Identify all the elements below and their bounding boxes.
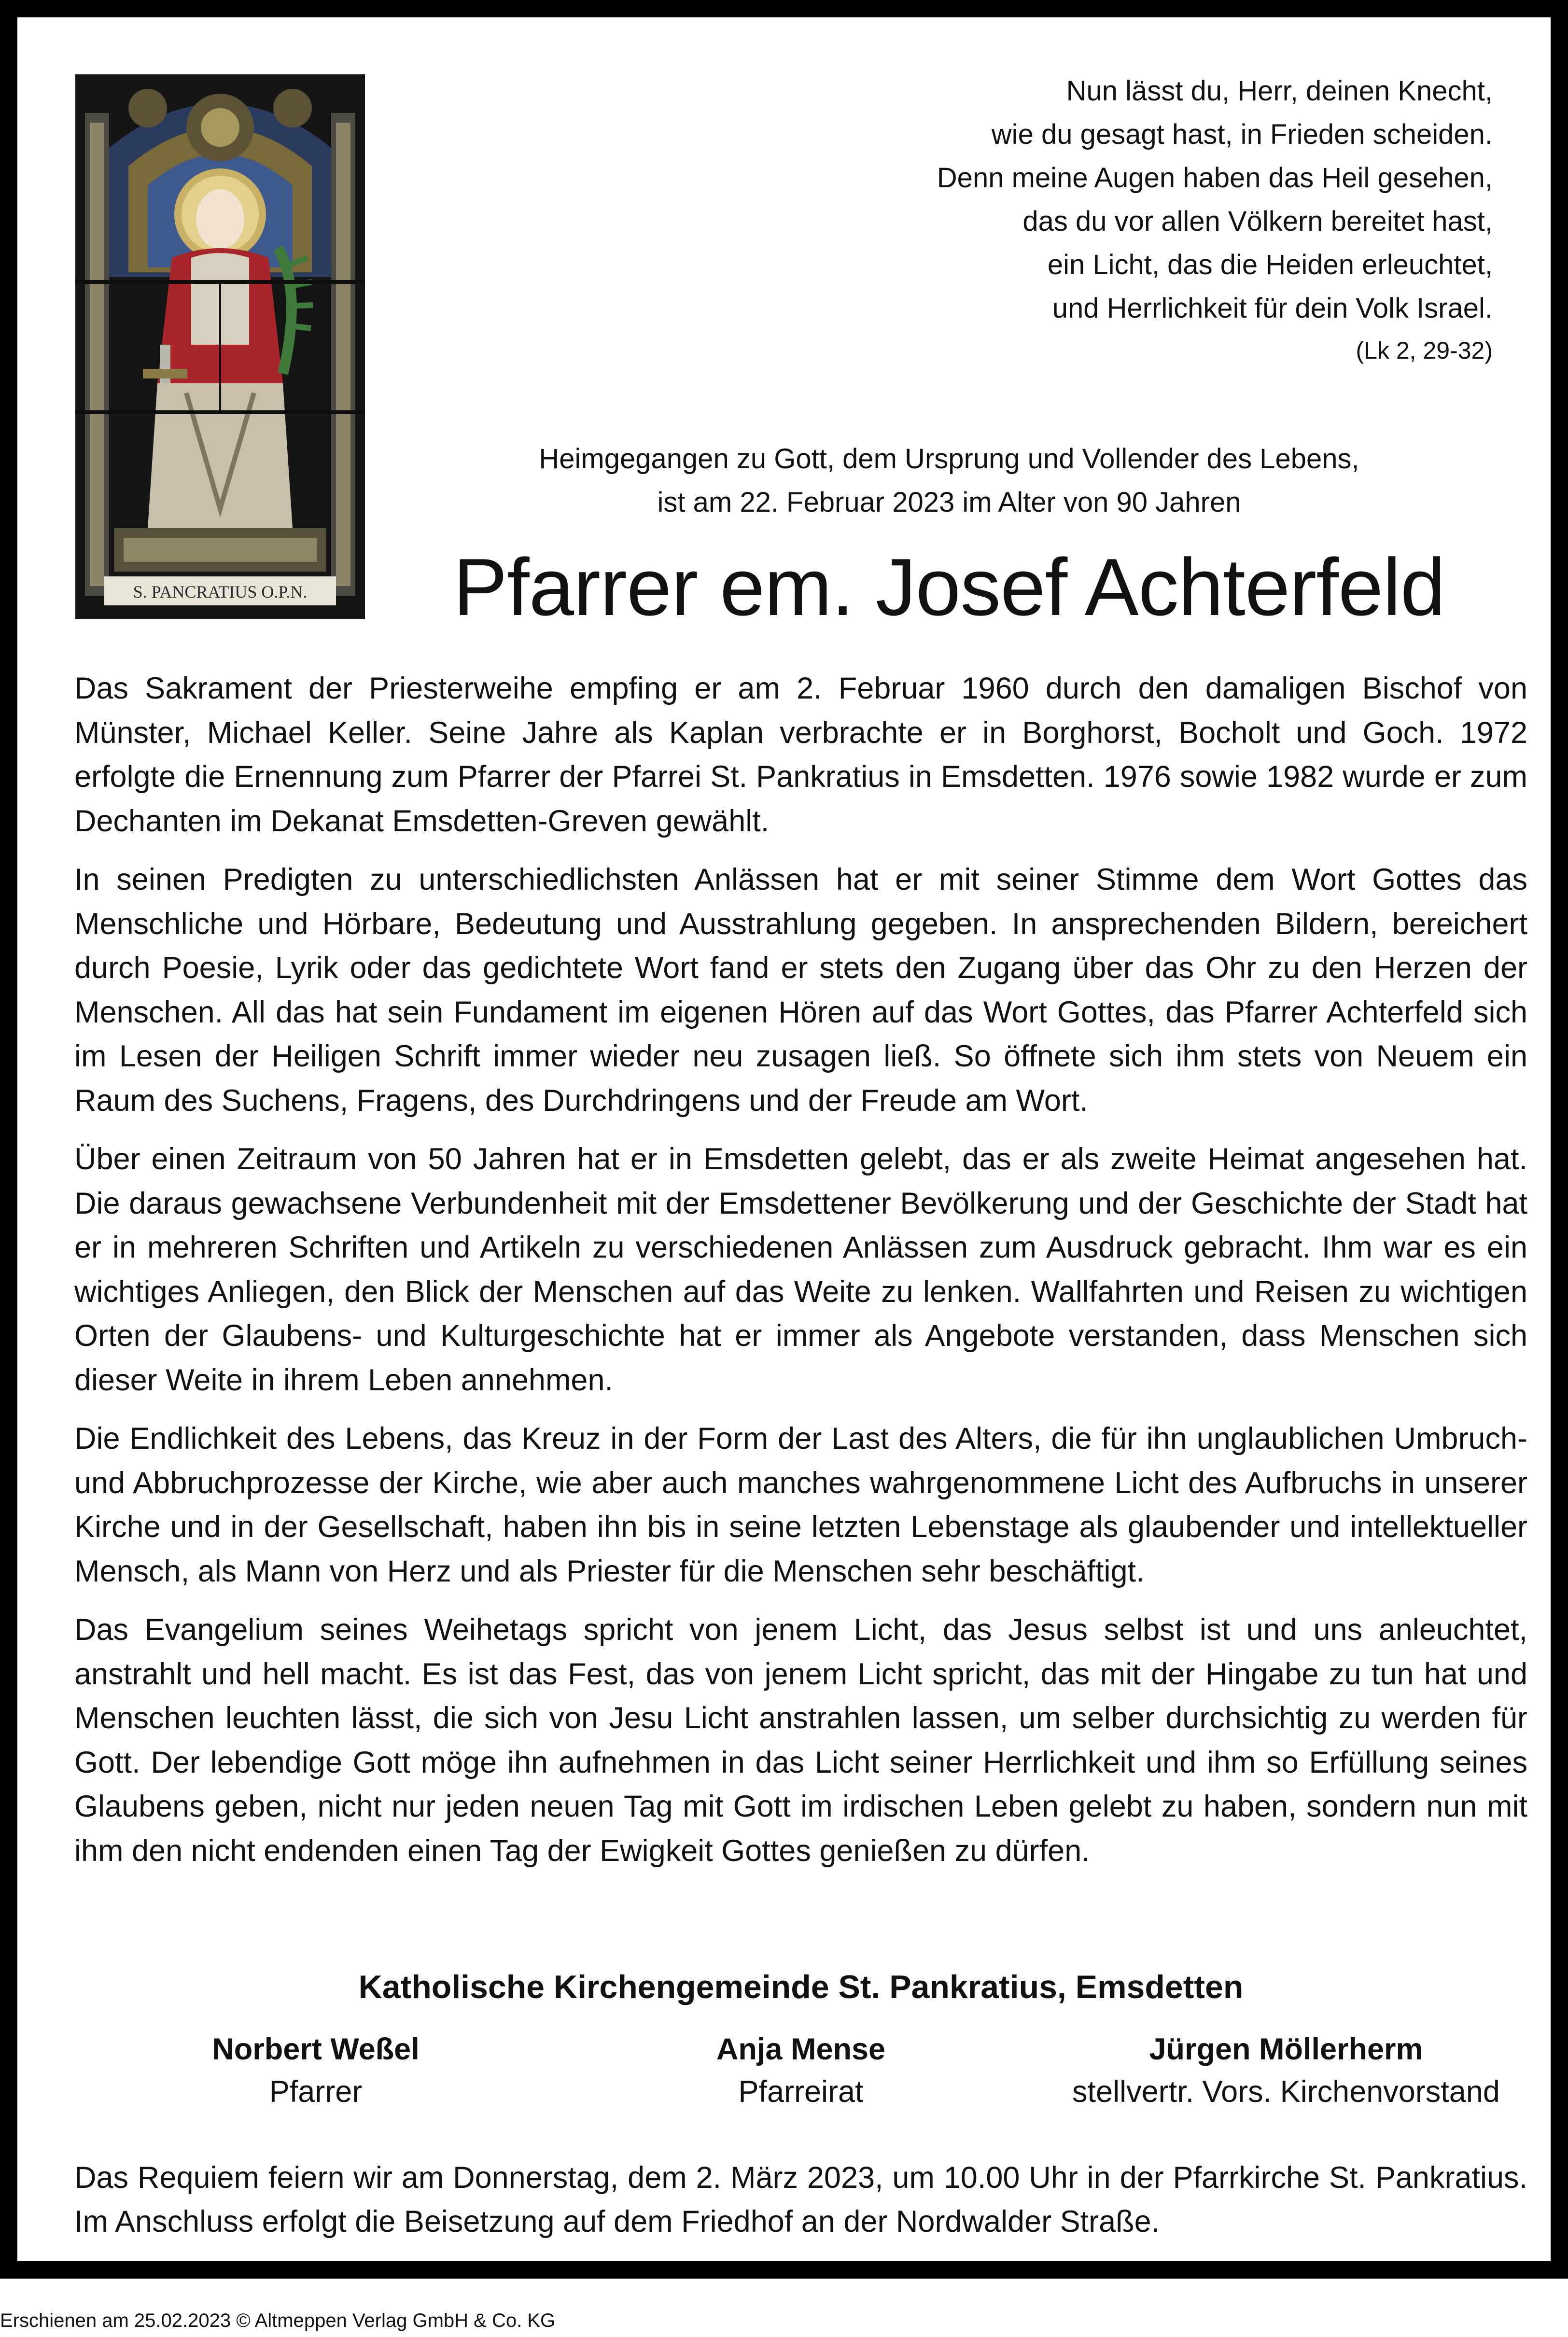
body-paragraph: Das Sakrament der Priesterweihe empfing er am 2. Februar 1960 durch den damaligen Bischof von Münster, Michael Keller. Seine Jahre als Kaplan verbrachte er in Borghorst, Bocholt und Goch. 1972 erfolgte die Ernennung zum Pfarrer der Pfarrei St. Pankratius in Emsdetten. 1976 sowie 1982 wurde er zum Dechanten im Dekanat Emsdetten-Greven gewählt. — [74, 672, 1527, 838]
body-paragraph: Das Evangelium seines Weihetags spricht von jenem Licht, das Jesus selbst ist und uns anleuchtet, anstrahlt und hell macht. Es ist das Fest, das von jenem Licht spricht, das mit der Hingabe zu tun hat und Menschen leuchten lässt, die sich von Jesu Licht anstrahlen lassen, um selber durchsichtig zu werden für Gott. Der lebendige Gott möge ihn aufnehmen in das Licht seiner Herrlichkeit und ihm so Erfüllung seines Glaubens geben, nicht nur jeden neuen Tag mit Gott im irdischen Leben gelebt zu haben, sondern nun mit ihm den nicht endenden einen Tag der Ewigkeit Gottes genießen zu dürfen. — [74, 1613, 1527, 1868]
verse-reference: (Lk 2, 29-32) — [1356, 337, 1493, 364]
body-paragraph: Über einen Zeitraum von 50 Jahren hat er in Emsdetten gelebt, das er als zweite Heimat angesehen hat. Die daraus gewachsene Verbundenheit mit der Emsdettener Bevölkerung und der Geschichte der Stadt hat er in mehreren Schriften und Artikeln zu verschiedenen Anlässen zum Ausdruck gebracht. Ihm war es ein wichtiges Anliegen, den Blick der Menschen auf das Weite zu lenken. Wallfahrten und Reisen zu wichtigen Orten der Glaubens- und Kulturgeschichte hat er immer als Angebote verstanden, dass Menschen sich dieser Weite in ihrem Leben annehmen. — [74, 1142, 1527, 1397]
image-inscription: S. PANCRATIUS O.P.N. — [133, 582, 308, 602]
signer — [1045, 2028, 1527, 2113]
verse-line: das du vor allen Völkern bereitet hast, — [1022, 206, 1493, 237]
stained-glass-saint-image — [75, 74, 365, 619]
announcement-line-2: ist am 22. Februar 2023 im Alter von 90 Jahren — [657, 487, 1241, 518]
signer — [74, 2028, 557, 2113]
signer-role: Pfarreirat — [738, 2075, 864, 2109]
verse-line: ein Licht, das die Heiden erleuchtet, — [1047, 249, 1493, 280]
bible-verse — [769, 70, 1493, 371]
verse-line: und Herrlichkeit für dein Volk Israel. — [1052, 293, 1493, 324]
verse-line: Nun lässt du, Herr, deinen Knecht, — [1066, 75, 1493, 107]
signers — [74, 2028, 1527, 2113]
obituary-body — [74, 667, 1527, 1888]
signer-name: Norbert Weßel — [212, 2032, 420, 2066]
signer-role: stellvertr. Vors. Kirchenvorstand — [1072, 2075, 1500, 2109]
verse-line: wie du gesagt hast, in Frieden scheiden. — [991, 119, 1493, 150]
body-paragraph: In seinen Predigten zu unterschiedlichsten Anlässen hat er mit seiner Stimme dem Wort Gottes das Menschliche und Hörbare, Bedeutung und Ausstrahlung gegeben. In ansprechenden Bildern, bereichert durch Poesie, Lyrik oder das gedichtete Wort fand er stets den Zugang über das Ohr zu den Herzen der Menschen. All das hat sein Fundament im eigenen Hören auf das Wort Gottes, das Pfarrer Achterfeld sich im Lesen der Heiligen Schrift immer wieder neu zusagen ließ. So öffnete sich ihm stets von Neuem ein Raum des Suchens, Fragens, des Durchdringens und der Freude am Wort. — [74, 863, 1527, 1118]
deceased-name: Pfarrer em. Josef Achterfeld — [453, 542, 1445, 632]
requiem-text: Das Requiem feiern wir am Donnerstag, dem 2. März 2023, um 10.00 Uhr in der Pfarrkirche St. Pankratius. Im Anschluss erfolgt die Beisetzung auf dem Friedhof an der Nordwalder Straße. — [74, 2161, 1527, 2239]
announcement-line-1: Heimgegangen zu Gott, dem Ursprung und Vollender des Lebens, — [539, 443, 1359, 475]
signer-role: Pfarrer — [269, 2075, 363, 2109]
requiem-notice — [74, 2156, 1527, 2244]
signer — [560, 2028, 1042, 2113]
signer-name: Anja Mense — [716, 2032, 886, 2066]
publication-footer: Erschienen am 25.02.2023 © Altmeppen Verlag GmbH & Co. KG — [0, 2310, 556, 2331]
verse-line: Denn meine Augen haben das Heil gesehen, — [937, 162, 1493, 194]
parish-name: Katholische Kirchengemeinde St. Pankratius, Emsdetten — [358, 1969, 1244, 2005]
body-paragraph: Die Endlichkeit des Lebens, das Kreuz in der Form der Last des Alters, die für ihn unglaublichen Umbruch- und Abbruchprozesse der Kirche, wie aber auch manches wahrgenommene Licht des Aufbruchs in unserer Kirche und in der Gesellschaft, haben ihn bis in seine letzten Lebenstage als glaubender und intellektueller Mensch, als Mann von Herz und als Priester für die Menschen sehr beschäftigt. — [74, 1422, 1527, 1588]
signer-name: Jürgen Möllerherm — [1149, 2032, 1423, 2066]
death-announcement — [384, 437, 1514, 524]
